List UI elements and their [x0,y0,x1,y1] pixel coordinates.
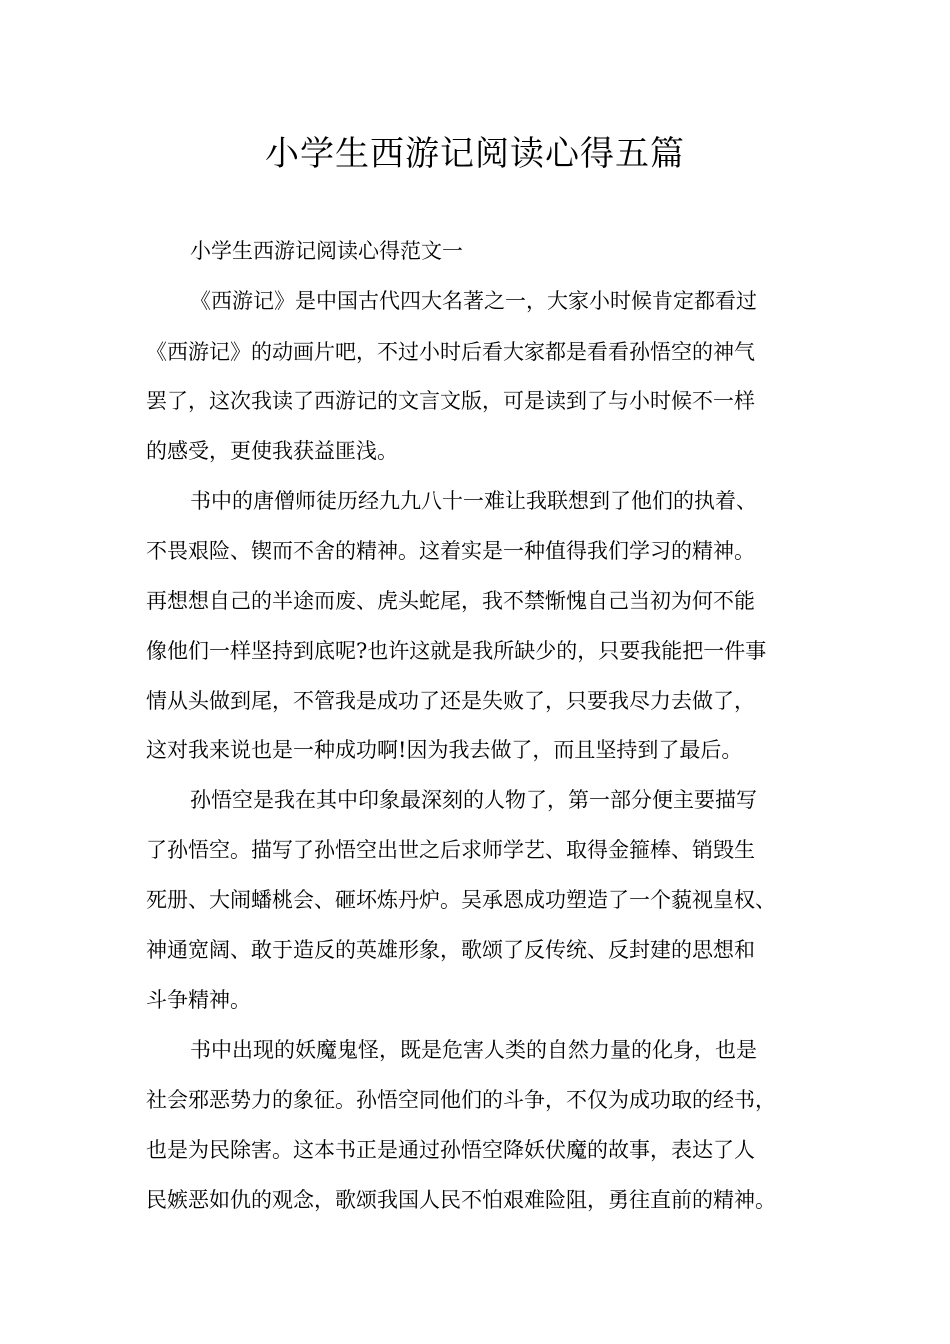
paragraph-line: 书中出现的妖魔鬼怪，既是危害人类的自然力量的化身，也是 [190,1038,757,1062]
paragraph-line: 书中的唐僧师徒历经九九八十一难让我联想到了他们的执着、 [190,489,757,513]
paragraph-line: 罢了，这次我读了西游记的文言文版，可是读到了与小时候不一样 [146,389,755,413]
paragraph-line: 这对我来说也是一种成功啊!因为我去做了，而且坚持到了最后。 [146,738,743,762]
paragraph-line: 像他们一样坚持到底呢?也许这就是我所缺少的，只要我能把一件事 [146,639,767,663]
paragraph-line: 情从头做到尾，不管我是成功了还是失败了，只要我尽力去做了， [146,689,755,713]
paragraph-line: 孙悟空是我在其中印象最深刻的人物了，第一部分便主要描写 [190,788,757,812]
paragraph-line: 斗争精神。 [146,988,251,1012]
paragraph-line: 神通宽阔、敢于造反的英雄形象，歌颂了反传统、反封建的思想和 [146,938,755,962]
paragraph-line: 死册、大闹蟠桃会、砸坏炼丹炉。吴承恩成功塑造了一个藐视皇权、 [146,888,776,912]
paragraph-line: 再想想自己的半途而废、虎头蛇尾，我不禁惭愧自己当初为何不能 [146,589,755,613]
paragraph-line: 《西游记》是中国古代四大名著之一，大家小时候肯定都看过 [190,289,757,313]
paragraph-line: 不畏艰险、锲而不舍的精神。这着实是一种值得我们学习的精神。 [146,539,755,563]
section-heading: 小学生西游记阅读心得范文一 [190,239,463,263]
paragraph-line: 了孙悟空。描写了孙悟空出世之后求师学艺、取得金箍棒、销毁生 [146,838,755,862]
paragraph-line: 社会邪恶势力的象征。孙悟空同他们的斗争，不仅为成功取的经书， [146,1088,776,1112]
paragraph-line: 《西游记》的动画片吧，不过小时后看大家都是看看孙悟空的神气 [146,340,755,364]
paragraph-line: 也是为民除害。这本书正是通过孙悟空降妖伏魔的故事，表达了人 [146,1138,755,1162]
paragraph-line: 民嫉恶如仇的观念，歌颂我国人民不怕艰难险阻，勇往直前的精神。 [146,1188,776,1212]
paragraph-line: 的感受，更使我获益匪浅。 [146,439,398,463]
document-title: 小学生西游记阅读心得五篇 [265,134,685,174]
